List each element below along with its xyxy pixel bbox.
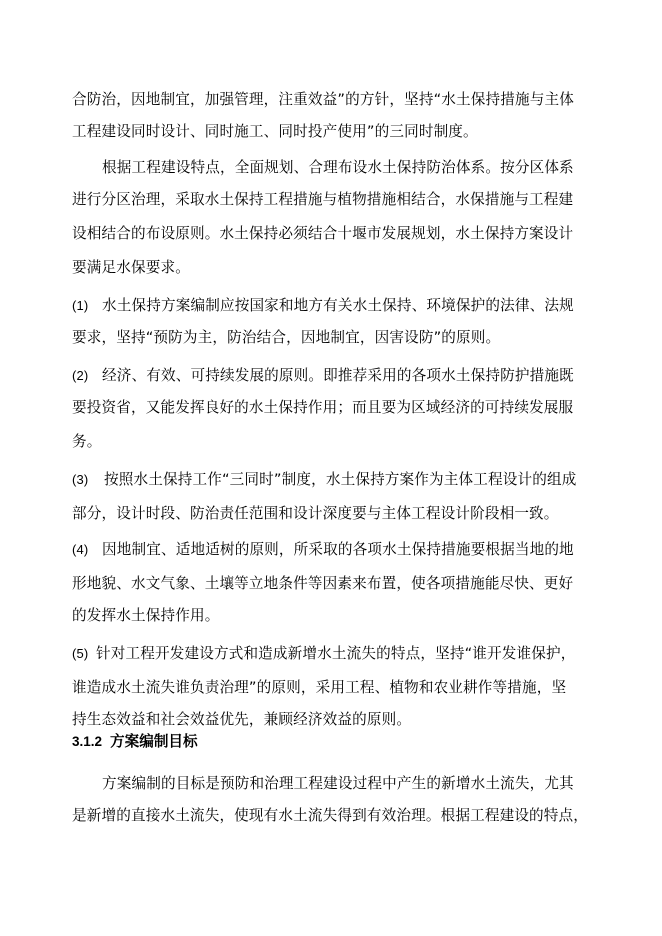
list-item-line	[72, 540, 574, 560]
list-item-line: 要投资省，又能发挥良好的水土保持作用；而且要为区域经济的可持续发展服	[72, 399, 574, 416]
paragraph-line: 合防治，因地制宜，加强管理，注重效益”的方针，坚持“水土保持措施与主体	[72, 91, 574, 108]
section-number: 3.1.2	[72, 734, 103, 749]
list-item-number: (2)	[72, 368, 89, 383]
list-item-text: 按照水土保持工作“三同时”制度，水土保持方案作为主体工程设计的组成	[104, 471, 577, 488]
list-item-text: 水土保持方案编制应按国家和地方有关水土保持、环境保护的法律、法规	[102, 297, 574, 314]
section-title: 方案编制目标	[110, 733, 198, 750]
list-item-number: (4)	[72, 542, 89, 557]
paragraph-line: 根据工程建设特点，全面规划、合理布设水土保持防治体系。按分区体系	[102, 159, 574, 176]
list-item-text: 因地制宜、适地适树的原则，所采取的各项水土保持措施要根据当地的地	[102, 541, 574, 558]
list-item-line: 持生态效益和社会效益优先，兼顾经济效益的原则。	[72, 711, 412, 728]
list-item-line: 的发挥水土保持作用。	[72, 607, 220, 624]
paragraph-line: 进行分区治理，采取水土保持工程措施与植物措施相结合，水保措施与工程建	[72, 191, 574, 208]
list-item-line	[72, 644, 576, 664]
list-item-line: 形地貌、水文气象、土壤等立地条件等因素来布置，使各项措施能尽快、更好	[72, 575, 574, 592]
list-item-line	[72, 470, 576, 490]
paragraph-line: 工程建设同时设计、同时施工、同时投产使用”的三同时制度。	[72, 123, 478, 140]
paragraph-line: 是新增的直接水土流失，使现有水土流失得到有效治理。根据工程建设的特点，	[72, 807, 589, 824]
list-item-number: (3)	[72, 472, 89, 487]
section-heading	[72, 732, 198, 752]
paragraph-line: 要满足水保要求。	[72, 259, 190, 276]
paragraph-line: 设相结合的布设原则。水土保持必须结合十堰市发展规划，水土保持方案设计	[72, 225, 574, 242]
list-item-line	[72, 296, 574, 316]
list-item-text: 经济、有效、可持续发展的原则。即推荐采用的各项水土保持防护措施既	[102, 367, 574, 384]
list-item-line: 务。	[72, 433, 102, 450]
list-item-line: 部分，设计时段、防治责任范围和设计深度要与主体工程设计阶段相一致。	[72, 505, 559, 522]
list-item-text: 针对工程开发建设方式和造成新增水土流失的特点，坚持“谁开发谁保护，	[96, 645, 576, 662]
list-item-line: 谁造成水土流失谁负责治理”的原则，采用工程、植物和农业耕作等措施，坚	[72, 679, 567, 696]
list-item-line: 要求，坚持“预防为主，防治结合，因地制宜，因害设防”的原则。	[72, 329, 501, 346]
list-item-line	[72, 366, 574, 386]
paragraph-line: 方案编制的目标是预防和治理工程建设过程中产生的新增水土流失，尤其	[102, 775, 574, 792]
list-item-number: (5)	[72, 646, 89, 661]
list-item-number: (1)	[72, 298, 89, 313]
